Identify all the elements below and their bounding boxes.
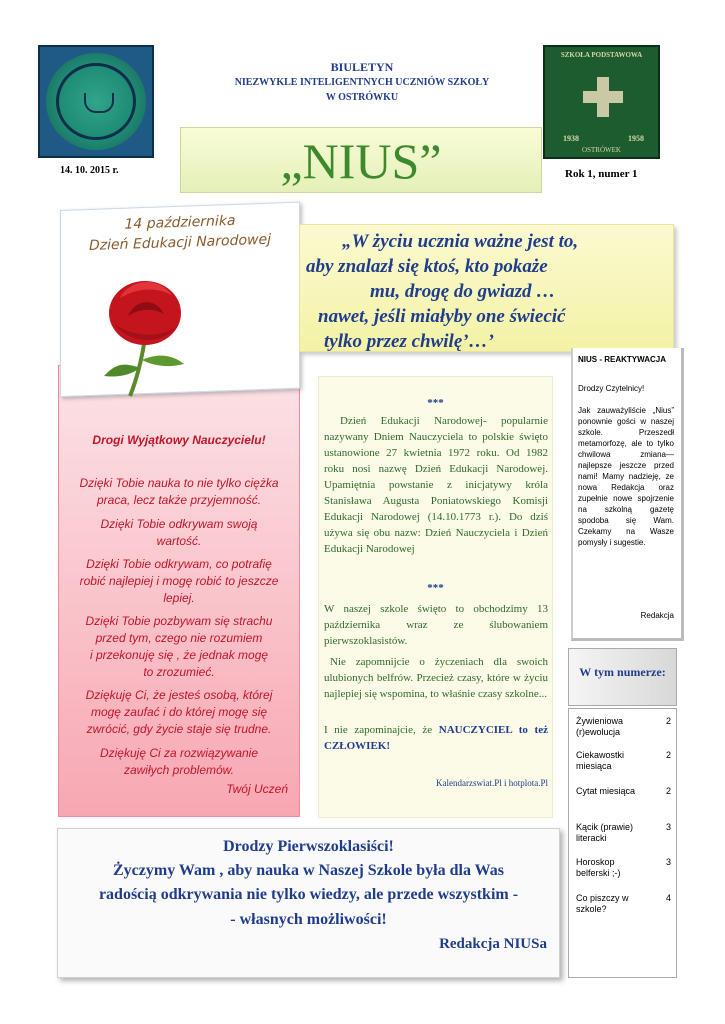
toc-heading: W tym numerze: (579, 665, 666, 679)
toc-item[interactable] (576, 786, 671, 797)
toc-item[interactable] (576, 857, 671, 879)
sidebar-greeting: Drodzy Czytelnicy! (578, 384, 645, 393)
school-logo-left (38, 45, 154, 158)
letter-signature: Twój Uczeń (226, 782, 288, 796)
logo-year-right: 1958 (628, 134, 644, 143)
bottom-greeting: Drodzy Pierwszoklasiści! (223, 838, 394, 855)
toc-header (568, 648, 677, 706)
letter-line-3: Dzięki Tobie odkrywam swoją (100, 517, 258, 531)
toc-item-page: 2 (665, 750, 671, 760)
letter-greeting: Drogi Wyjątkowy Nauczycielu! (92, 433, 266, 447)
separator-stars-2: *** (427, 582, 444, 594)
letter-line-5: Dzięki Tobie odkrywam, co potrafię (86, 557, 272, 571)
letter-line-7: lepiej. (163, 591, 195, 605)
bottom-line-3: - własnych możliwości! (230, 911, 387, 928)
toc-item-page: 2 (665, 786, 671, 796)
quote-line-5: tylko przez chwilę’…’ (324, 331, 494, 352)
letter-line-4: wartość. (156, 534, 202, 548)
bulletin-subtitle: NIEZWYKLE INTELIGENTNYCH UCZNIÓW SZKOŁY (234, 77, 490, 88)
article-emphasis: NAUCZYCIEL to też CZŁOWIEK! (324, 724, 548, 752)
letter-line-11: to zrozumieć. (143, 665, 215, 679)
article-source: Kalendarzswiat.Pl i hotplota.Pl (436, 778, 548, 788)
toc-item-label: Żywieniowa (r)ewolucja (576, 716, 624, 737)
article-paragraph-4 (324, 722, 548, 754)
bottom-line-1: Życzymy Wam , aby nauka w Naszej Szkole była dla Was (112, 862, 504, 879)
cross-emblem-icon (583, 77, 623, 117)
toc-item-label: Cytat miesiąca (576, 786, 636, 796)
quote-line-4: nawet, jeśli miałyby one świecić (318, 306, 566, 327)
toc-item-label: Co piszczy w szkole? (576, 893, 629, 914)
bulletin-label: BIULETYN (330, 60, 394, 74)
toc-item-page: 2 (665, 716, 671, 726)
letter-line-16: zawiłych problemów. (123, 763, 235, 777)
toc-item[interactable] (576, 716, 671, 738)
separator-stars-1: *** (427, 397, 444, 409)
toc-item-label: Kącik (prawie) literacki (576, 822, 634, 843)
quote-line-2: aby znalazł się ktoś, kto pokaże (306, 256, 548, 277)
letter-line-12: Dziękuję Ci, że jesteś osobą, której (85, 688, 273, 702)
quote-line-1: „W życiu ucznia ważne jest to, (342, 231, 579, 252)
issue-date: 14. 10. 2015 r. (60, 165, 119, 176)
bottom-signature: Redakcja NIUSa (439, 936, 547, 952)
card-date: 14 października (124, 212, 236, 233)
toc-item-label: Horoskop belferski ;-) (576, 857, 621, 878)
logo-right-top-text: SZKOŁA PODSTAWOWA (560, 51, 643, 59)
toc-item[interactable] (576, 893, 671, 915)
letter-line-2: praca, lecz także przyjemność. (96, 493, 262, 507)
rose-icon (90, 268, 200, 398)
card-title: Dzień Edukacji Narodowej (89, 231, 271, 254)
book-icon (84, 93, 114, 113)
sidebar-title: NIUS - REAKTYWACJA (578, 355, 667, 364)
sidebar-body: Jak zauważyliście „Nius” ponownie gości w naszej szkole. Przeszedł metamorfozę, ale to tylko chwilowa zmiana— najlepsze jeszcze przed nami! Mamy nadzieję, ze nowa Redakcja oraz zupełnie nowe spojrzenie na szkolną gazetę spodoba się Wam. Czekamy na Wasze pomysły i sugestie. (578, 406, 674, 547)
letter-line-13: mogę zaufać i do której mogę się (90, 705, 268, 719)
masthead (180, 127, 542, 193)
article-paragraph-2: W naszej szkole święto to obchodzimy 13 października wraz ze ślubowaniem pierwszoklasistów. (324, 603, 548, 647)
quote-line-3: mu, drogę do gwiazd … (370, 281, 556, 302)
issue-number: Rok 1, numer 1 (565, 168, 638, 180)
article-paragraph-3: Nie zapomnijcie o życzeniach dla swoich ulubionych belfrów. Przecież czasy, które w życiu najlepiej się wspomina, to właśnie czasy szkolne... (324, 656, 548, 700)
logo-year-left: 1938 (563, 134, 579, 143)
bulletin-location: W OSTRÓWKU (325, 92, 399, 103)
toc-item-label: Ciekawostki miesiąca (576, 750, 625, 771)
letter-line-9: przed tym, czego nie rozumiem (95, 631, 263, 645)
logo-city: OSTRÓWEK (582, 146, 621, 154)
sidebar-signature: Redakcja (640, 611, 674, 620)
bottom-line-2: radością odkrywania nie tylko wiedzy, ale przede wszystkim - (98, 886, 519, 903)
article-paragraph-1: Dzień Edukacji Narodowej- popularnie nazywany Dniem Nauczyciela to polskie święto ustanowione 27 kwietnia 1972 roku. Od 1982 roku nosi nazwę Dzień Edukacji Narodowej. Upamiętnia powstanie z inicjatywy króla Stanisława Augusta Poniatowskiego Komisji Edukacji Narodowej (14.10.1773 r.). Do dziś używa się obu nazw: Dzień Nauczyciela i Dzień Edukacji Narodowej (324, 415, 548, 555)
masthead-title: „NIUS” (280, 133, 442, 189)
letter-line-6: robić najlepiej i mogę robić to jeszcze (79, 574, 279, 588)
toc-item[interactable] (576, 750, 671, 772)
toc-item-page: 3 (665, 822, 671, 832)
school-logo-right (543, 45, 660, 159)
letter-line-10: i przekonuję się , że jednak mogę (89, 648, 269, 662)
letter-line-14: zwrócić, gdy życie staje się trudne. (86, 722, 272, 736)
toc-item[interactable] (576, 822, 671, 844)
toc-item-page: 3 (665, 857, 671, 867)
letter-line-8: Dzięki Tobie pozbywam się strachu (85, 614, 273, 628)
letter-line-15: Dziękuję Ci za rozwiązywanie (99, 746, 259, 760)
article-paragraph-4-text: I nie zapominajcie, że (324, 724, 439, 736)
toc-item-page: 4 (665, 893, 671, 903)
letter-line-1: Dzięki Tobie nauka to nie tylko ciężka (79, 476, 279, 490)
